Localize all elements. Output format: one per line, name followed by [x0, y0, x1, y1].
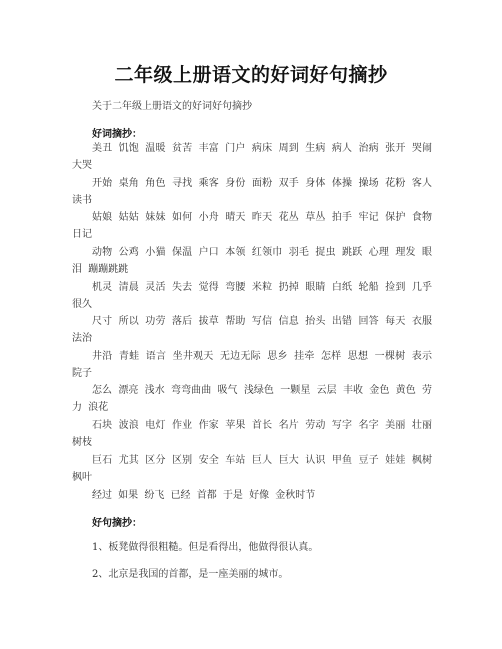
word-line-2: 开始 桌角 角色 寻找 乘客 身份 面粉 双手 身体 体操 操场 花粉 客人 读书 [72, 178, 432, 206]
good-words-heading: 好词摘抄： [92, 129, 142, 140]
word-line-6: 尺寸 所以 功劳 落后 拔草 帮助 写信 信息 抬头 出错 回答 每天 衣服 法治 [72, 316, 432, 344]
word-line-3: 姑娘 姑姑 妹妹 如何 小舟 晴天 昨天 花丛 草丛 拍手 牢记 保护 食物 日记 [72, 212, 432, 240]
document-subtitle: 关于二年级上册语文的好词好句摘抄 [92, 101, 252, 112]
document-title: 二年级上册语文的好词好句摘抄 [114, 64, 388, 86]
word-line-9: 石块 波浪 电灯 作业 作家 苹果 首长 名片 劳动 写字 名字 美丽 壮丽 树枝 [72, 420, 432, 448]
word-line-1: 美丑 饥饱 温暖 贫苦 丰富 门户 病床 周到 生病 病人 治病 张开 哭闹 大哭 [72, 143, 432, 171]
word-line-7: 井沿 青蛙 语言 坐井观天 无边无际 思乡 挂牵 怎样 思想 一棵树 表示 院子 [72, 351, 432, 379]
word-line-4: 动物 公鸡 小猫 保温 户口 本领 红领巾 羽毛 捉虫 跳跃 心理 理发 眼泪 蹦蹦跳跳 [72, 247, 432, 275]
word-line-11: 经过 如果 纷飞 已经 首都 于是 好像 金秋时节 [92, 490, 316, 501]
sentence-2: 2、北京是我国的首都，是一座美丽的城市。 [92, 569, 289, 580]
good-sentences-heading: 好句摘抄： [92, 518, 142, 529]
word-line-5: 机灵 清晨 灵活 失去 觉得 弯腰 米粒 扔掉 眼睛 白纸 轮船 捡到 几乎 很久 [72, 282, 432, 310]
sentence-1: 1、板凳做得很粗糙。但是看得出，他做得很认真。 [92, 542, 319, 553]
word-line-8: 怎么 漂亮 浅水 弯弯曲曲 吸气 浅绿色 一颗星 云层 丰收 金色 黄色 劳力 浪花 [72, 385, 432, 413]
word-line-10: 巨石 尤其 区分 区别 安全 车站 巨人 巨大 认识 甲鱼 豆子 娃娃 枫树 枫叶 [72, 455, 432, 483]
